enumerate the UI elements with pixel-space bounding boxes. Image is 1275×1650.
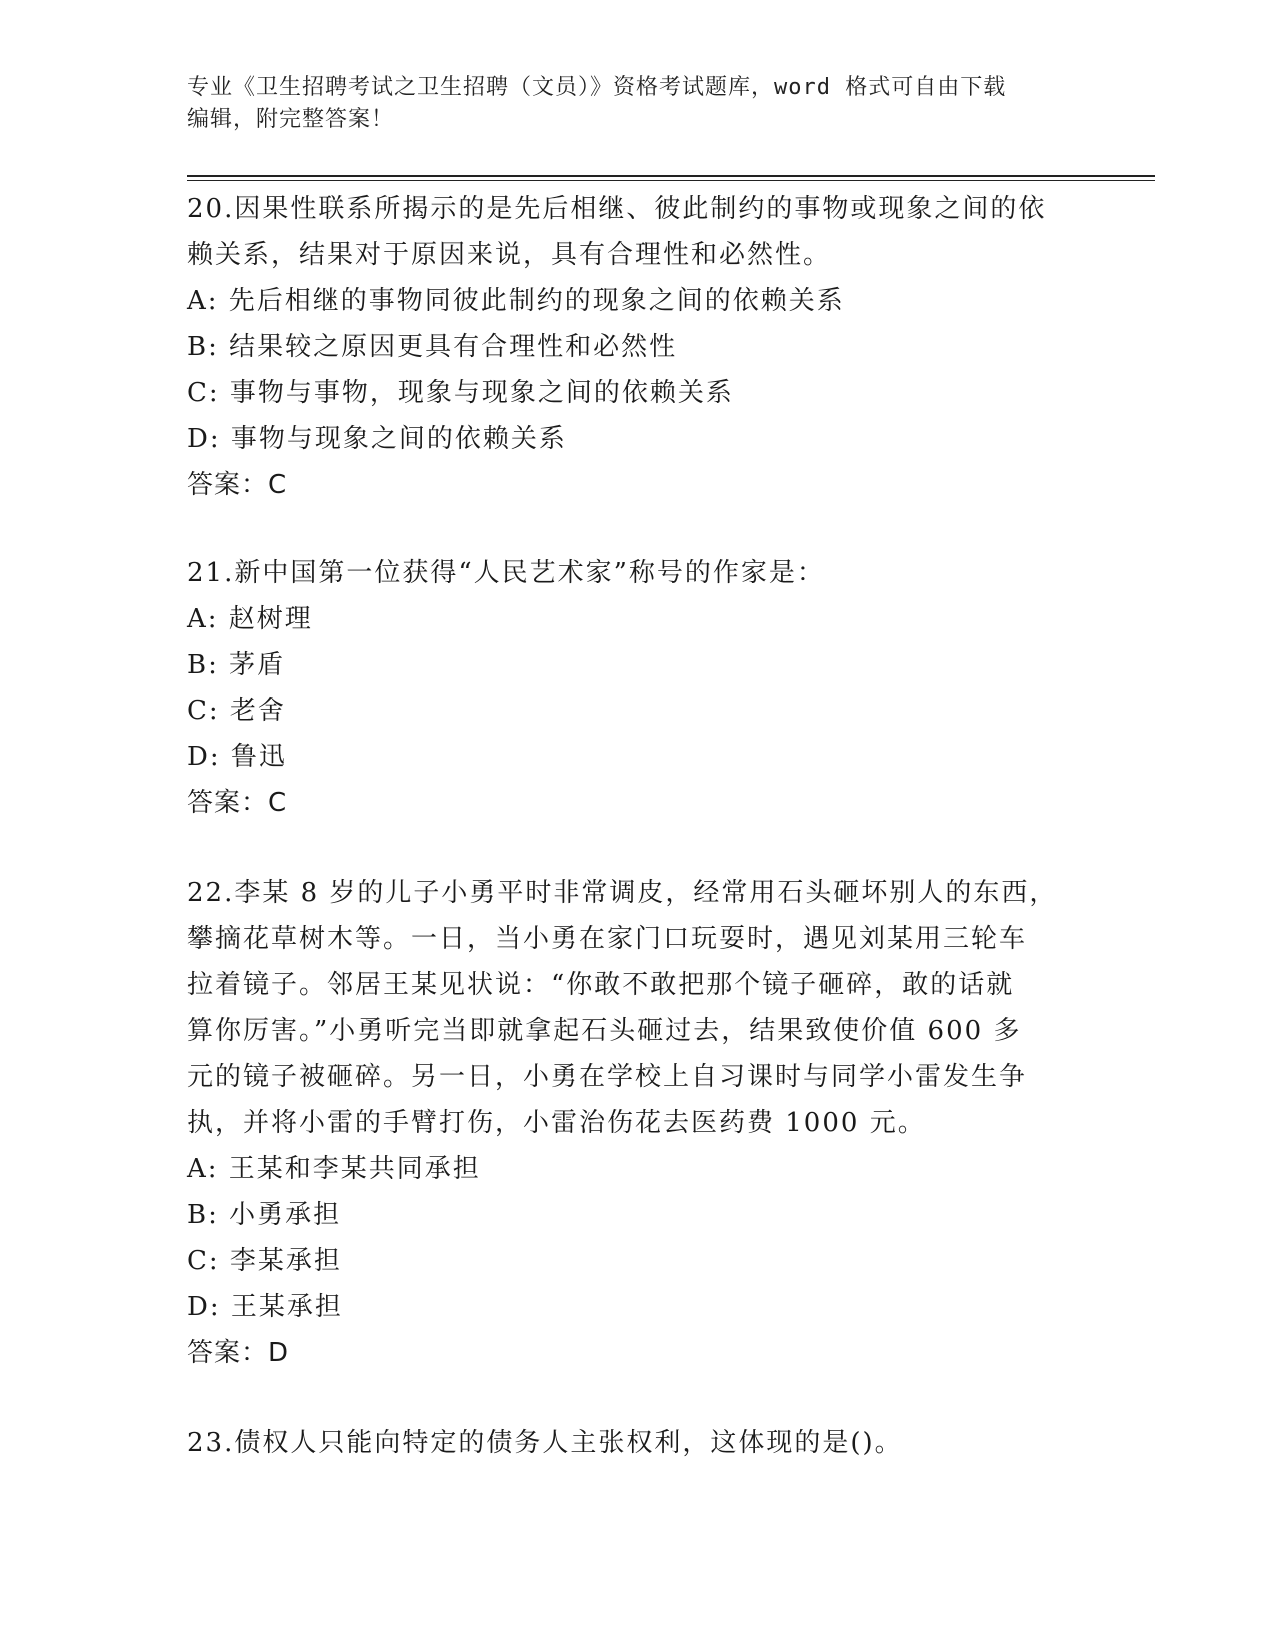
option-d: D: 鲁迅 — [187, 742, 287, 772]
option-a: A: 王某和李某共同承担 — [187, 1154, 481, 1184]
question-21 — [187, 550, 1087, 826]
header-line-2: 编辑，附完整答案！ — [187, 107, 395, 132]
option-c: C: 李某承担 — [187, 1246, 342, 1276]
answer-line: 答案：D — [187, 1338, 290, 1368]
option-b: B: 结果较之原因更具有合理性和必然性 — [187, 332, 678, 362]
question-stem-line: 执，并将小雷的手臂打伤，小雷治伤花去医药费 1000 元。 — [187, 1108, 926, 1138]
answer-line: 答案：C — [187, 788, 288, 818]
question-23 — [187, 1420, 1087, 1466]
option-c: C: 事物与事物，现象与现象之间的依赖关系 — [187, 378, 734, 408]
question-stem-line: 攀摘花草树木等。一日，当小勇在家门口玩耍时，遇见刘某用三轮车 — [187, 924, 1028, 954]
question-stem-line: 23.债权人只能向特定的债务人主张权利，这体现的是()。 — [187, 1428, 903, 1458]
question-stem-line: 拉着镜子。邻居王某见状说：“你敢不敢把那个镜子砸碎，敢的话就 — [187, 970, 1015, 1000]
document-header — [187, 72, 1087, 136]
header-divider-thin — [187, 180, 1155, 181]
option-b: B: 小勇承担 — [187, 1200, 342, 1230]
option-a: A: 先后相继的事物同彼此制约的现象之间的依赖关系 — [187, 286, 845, 316]
question-22 — [187, 870, 1087, 1376]
option-d: D: 王某承担 — [187, 1292, 343, 1322]
header-divider-thick — [187, 175, 1155, 177]
answer-line: 答案：C — [187, 470, 288, 500]
question-stem-line: 20.因果性联系所揭示的是先后相继、彼此制约的事物或现象之间的依 — [187, 194, 1047, 224]
question-stem-line: 算你厉害。”小勇听完当即就拿起石头砸过去，结果致使价值 600 多 — [187, 1016, 1022, 1046]
option-b: B: 茅盾 — [187, 650, 286, 680]
header-line-1: 专业《卫生招聘考试之卫生招聘（文员）》资格考试题库，word 格式可自由下载 — [187, 75, 1007, 100]
question-stem-line: 21.新中国第一位获得“人民艺术家”称号的作家是： — [187, 558, 825, 588]
question-stem-line: 元的镜子被砸碎。另一日，小勇在学校上自习课时与同学小雷发生争 — [187, 1062, 1028, 1092]
question-stem-line: 赖关系，结果对于原因来说，具有合理性和必然性。 — [187, 240, 832, 270]
option-d: D: 事物与现象之间的依赖关系 — [187, 424, 567, 454]
option-c: C: 老舍 — [187, 696, 286, 726]
option-a: A: 赵树理 — [187, 604, 313, 634]
question-20 — [187, 186, 1087, 508]
question-stem-line: 22.李某 8 岁的儿子小勇平时非常调皮，经常用石头砸坏别人的东西， — [187, 878, 1058, 908]
